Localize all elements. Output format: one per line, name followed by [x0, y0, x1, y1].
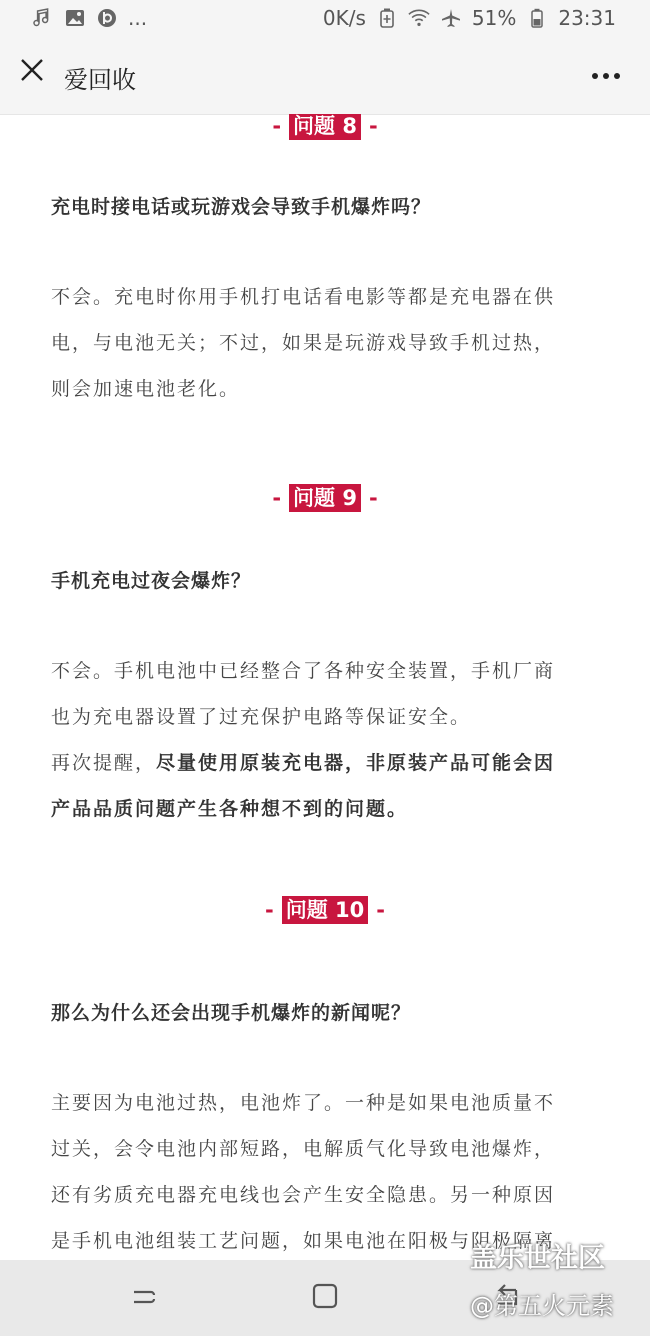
more-options-button[interactable]: [586, 56, 626, 92]
music-note-icon: [32, 7, 54, 29]
question-badge: 问题 8: [289, 114, 361, 140]
section-label-10: - 问题 10 -: [265, 898, 385, 922]
status-more-indicator: ...: [128, 6, 148, 30]
battery-percentage: 51%: [471, 6, 517, 30]
status-right-icons: [323, 6, 616, 30]
question-title: 手机充电过夜会爆炸？: [51, 570, 252, 592]
b-app-icon: [96, 7, 118, 29]
section-label-8: - 问题 8 -: [272, 114, 378, 138]
answer-text: 不会。手机电池中已经整合了各种安全装置，手机厂商 也为充电器设置了过充保护电路等保证安全。 再次提醒，尽量使用原装充电器，非原装产品可能会因 产品品质问题产生各种想不到的问题。: [51, 660, 556, 820]
question-title: 那么为什么还会出现手机爆炸的新闻呢？: [51, 1002, 412, 1024]
home-icon: [311, 1282, 339, 1314]
section-label-9: - 问题 9 -: [272, 486, 378, 510]
answer-text: 不会。充电时你用手机打电话看电影等都是充电器在供 电，与电池无关；不过，如果是玩游戏导致手机过热， 则会加速电池老化。: [51, 286, 556, 400]
image-icon: [64, 7, 86, 29]
page-title: 爱回收: [64, 66, 136, 94]
watermark-community: 盖乐世社区: [470, 1243, 605, 1274]
question-badge: 问题 9: [289, 484, 361, 512]
watermark-author: @第五火元素: [470, 1292, 614, 1320]
battery-saver-icon: [376, 7, 398, 29]
status-bar: [0, 0, 650, 38]
close-button[interactable]: [14, 54, 50, 90]
status-left-icons: [32, 6, 147, 30]
recents-icon: [130, 1282, 158, 1314]
more-dots-icon: [591, 65, 621, 84]
title-bar: [0, 38, 650, 115]
recents-button[interactable]: [126, 1280, 162, 1316]
answer-text: 主要因为电池过热，电池炸了。一种是如果电池质量不 过关，会令电池内部短路，电解质气化导致电池爆炸， 还有劣质充电器充电线也会产生安全隐患。另一种原因 是手机电池组装工艺问题，如果电池在阳极与阴极隔离: [51, 1092, 556, 1252]
battery-icon: [526, 7, 548, 29]
status-time: 23:31: [558, 6, 616, 30]
question-badge: 问题 10: [282, 896, 369, 924]
home-button[interactable]: [307, 1280, 343, 1316]
network-speed: 0K/s: [322, 6, 366, 30]
airplane-icon: [440, 7, 462, 29]
wifi-icon: [408, 7, 430, 29]
close-icon: [20, 58, 44, 86]
question-title: 充电时接电话或玩游戏会导致手机爆炸吗？: [51, 196, 432, 218]
article-content[interactable]: [0, 114, 650, 1260]
